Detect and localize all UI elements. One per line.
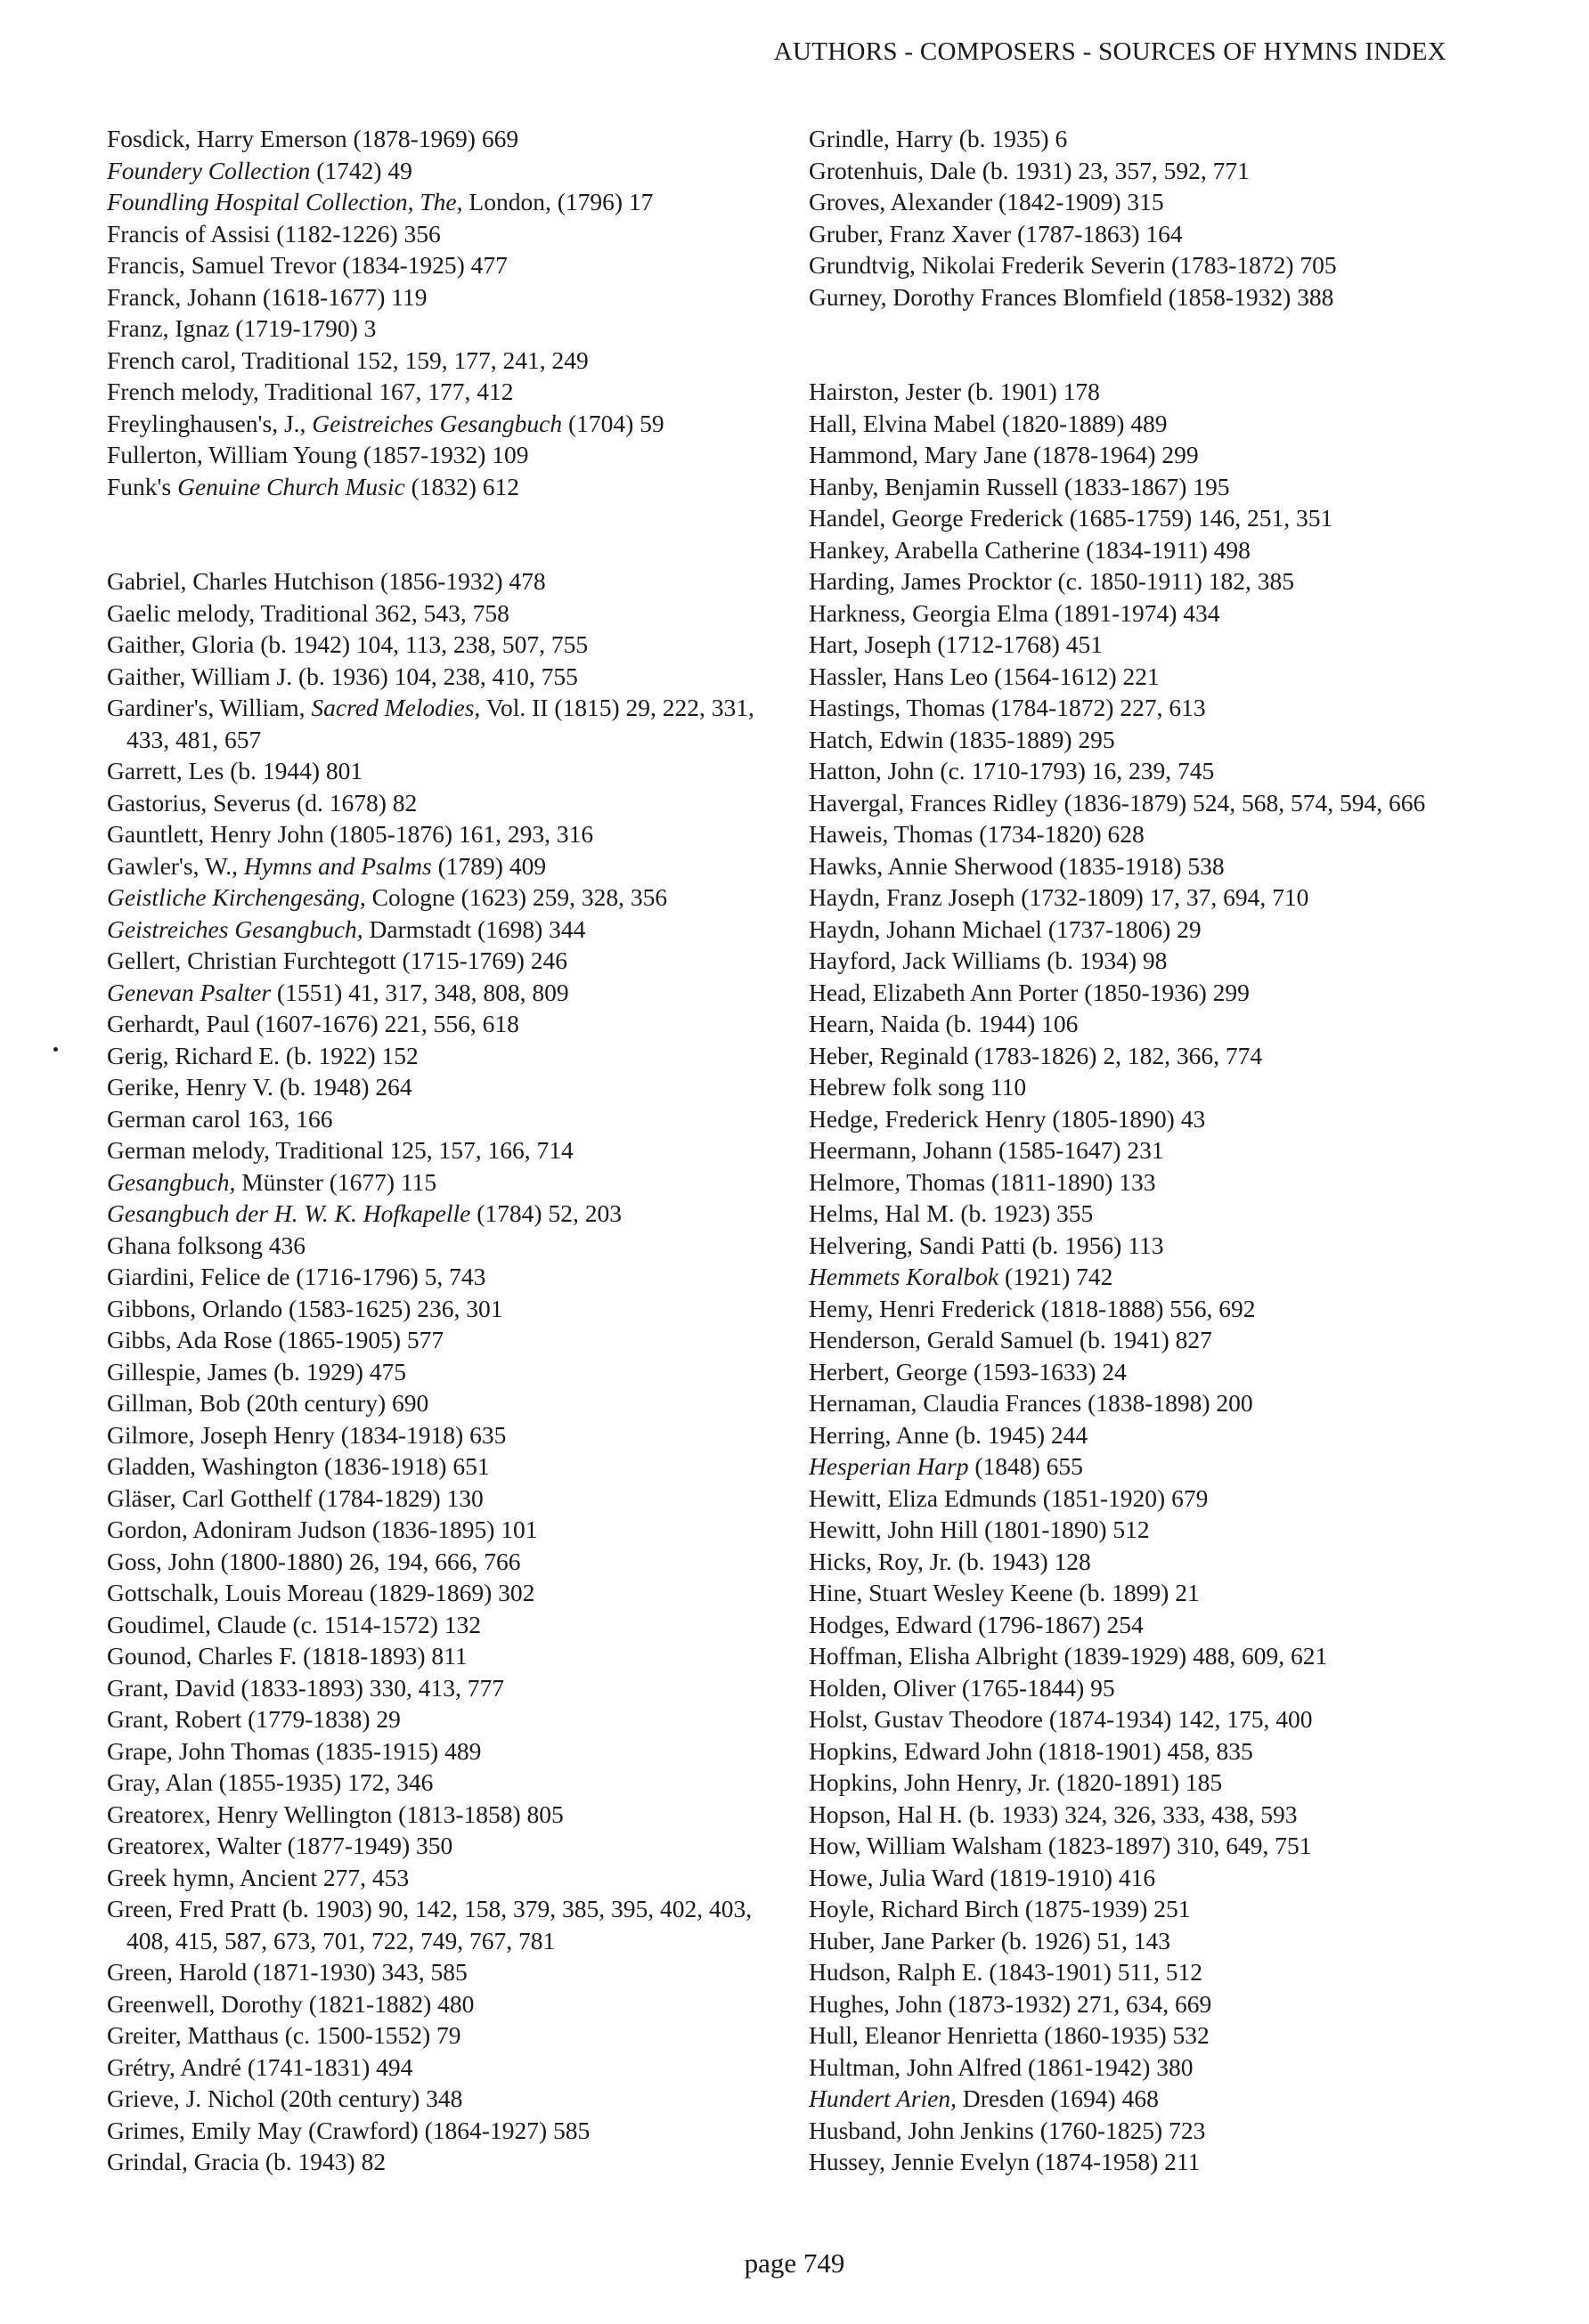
index-entry: Hankey, Arabella Catherine (1834-1911) 498: [809, 535, 1251, 564]
index-entry: Gurney, Dorothy Frances Blomfield (1858-1932) 388: [809, 282, 1334, 311]
index-entry: Hatton, John (c. 1710-1793) 16, 239, 745: [809, 757, 1215, 784]
running-header: AUTHORS - COMPOSERS - SOURCES OF HYMNS INDEX: [773, 37, 1446, 66]
letter-section-gap: [107, 502, 784, 565]
index-entry: Herbert, George (1593-1633) 24: [809, 1357, 1127, 1385]
index-entry: Gaelic melody, Traditional 362, 543, 758: [107, 598, 509, 627]
index-entry: Gastorius, Severus (d. 1678) 82: [107, 788, 418, 817]
index-entry: Hammond, Mary Jane (1878-1964) 299: [809, 441, 1199, 468]
index-entry: Hicks, Roy, Jr. (b. 1943) 128: [809, 1547, 1091, 1575]
index-entry: Harkness, Georgia Elma (1891-1974) 434: [809, 598, 1220, 627]
index-entry: Head, Elizabeth Ann Porter (1850-1936) 299: [809, 978, 1250, 1006]
index-entry: Gounod, Charles F. (1818-1893) 811: [107, 1642, 468, 1670]
index-entry: Gibbons, Orlando (1583-1625) 236, 301: [107, 1294, 503, 1322]
index-entry: Gilmore, Joseph Henry (1834-1918) 635: [107, 1420, 507, 1449]
index-entry: German carol 163, 166: [107, 1104, 333, 1133]
index-entry: Grimes, Emily May (Crawford) (1864-1927) 585: [107, 2116, 591, 2144]
index-entry: Hesperian Harp (1848) 655: [809, 1452, 1083, 1480]
index-entry: Hemy, Henri Frederick (1818-1888) 556, 692: [809, 1294, 1256, 1322]
index-entry: Handel, George Frederick (1685-1759) 146, 251, 351: [809, 504, 1333, 532]
index-entry: Gaither, William J. (b. 1936) 104, 238, 410, 755: [107, 662, 578, 690]
index-entry: Haweis, Thomas (1734-1820) 628: [809, 820, 1145, 848]
index-entry: Hopkins, Edward John (1818-1901) 458, 835: [809, 1736, 1253, 1765]
index-entry: Hopson, Hal H. (b. 1933) 324, 326, 333, 438, 593: [809, 1800, 1298, 1828]
index-entry: Gaither, Gloria (b. 1942) 104, 113, 238, 507, 755: [107, 630, 589, 658]
index-entry: Havergal, Frances Ridley (1836-1879) 524, 568, 574, 594, 666: [809, 788, 1426, 817]
index-entry: Huber, Jane Parker (b. 1926) 51, 143: [809, 1926, 1170, 1954]
index-entry: Howe, Julia Ward (1819-1910) 416: [809, 1863, 1156, 1891]
index-entry: Gesangbuch, Münster (1677) 115: [107, 1167, 437, 1196]
index-entry: Grieve, J. Nichol (20th century) 348: [107, 2084, 463, 2112]
index-entry: Hawks, Annie Sherwood (1835-1918) 538: [809, 851, 1225, 880]
index-entry: Gillespie, James (b. 1929) 475: [107, 1357, 407, 1385]
index-entry: Grétry, André (1741-1831) 494: [107, 2052, 413, 2081]
index-entry: Genevan Psalter (1551) 41, 317, 348, 808, 809: [107, 978, 569, 1006]
index-entry: Grant, Robert (1779-1838) 29: [107, 1705, 401, 1733]
index-entry: Hairston, Jester (b. 1901) 178: [809, 378, 1100, 405]
index-entry: Franz, Ignaz (1719-1790) 3: [107, 314, 377, 342]
index-entry: Heber, Reginald (1783-1826) 2, 182, 366, 774: [809, 1041, 1263, 1069]
index-entry: Gerhardt, Paul (1607-1676) 221, 556, 618: [107, 1010, 519, 1037]
index-entry: Francis of Assisi (1182-1226) 356: [107, 219, 441, 248]
index-entry: Green, Harold (1871-1930) 343, 585: [107, 1958, 468, 1986]
index-entry: Gläser, Carl Gotthelf (1784-1829) 130: [107, 1483, 484, 1512]
index-entry: Geistreiches Gesangbuch, Darmstadt (1698) 344: [107, 914, 586, 943]
index-entry: Gillman, Bob (20th century) 690: [107, 1389, 429, 1417]
index-entry: Greatorex, Walter (1877-1949) 350: [107, 1832, 453, 1859]
index-entry: Haydn, Johann Michael (1737-1806) 29: [809, 914, 1202, 943]
index-entry: Gruber, Franz Xaver (1787-1863) 164: [809, 219, 1183, 248]
index-entry: Foundery Collection (1742) 49: [107, 156, 412, 184]
index-entry: Henderson, Gerald Samuel (b. 1941) 827: [809, 1326, 1212, 1353]
index-entry: Foundling Hospital Collection, The, London, (1796) 17: [107, 188, 654, 215]
index-entry: Gottschalk, Louis Moreau (1829-1869) 302: [107, 1579, 535, 1606]
index-entry: Hatch, Edwin (1835-1889) 295: [809, 725, 1115, 753]
index-column-left: [107, 123, 784, 2178]
page-number: page 749: [744, 2247, 845, 2279]
index-entry: Harding, James Procktor (c. 1850-1911) 182, 385: [809, 567, 1295, 595]
index-entry: Greiter, Matthaus (c. 1500-1552) 79: [107, 2021, 461, 2049]
index-entry: Grindal, Gracia (b. 1943) 82: [107, 2148, 387, 2175]
index-entry: French carol, Traditional 152, 159, 177, 241, 249: [107, 345, 589, 374]
index-entry: Hebrew folk song 110: [809, 1073, 1027, 1101]
index-entry: Fosdick, Harry Emerson (1878-1969) 669: [107, 125, 519, 152]
index-entry: Hussey, Jennie Evelyn (1874-1958) 211: [809, 2148, 1201, 2175]
index-entry: Geistliche Kirchengesäng, Cologne (1623) 259, 328, 356: [107, 883, 668, 911]
index-entry: Hart, Joseph (1712-1768) 451: [809, 630, 1103, 658]
index-entry: Hopkins, John Henry, Jr. (1820-1891) 185: [809, 1768, 1223, 1796]
index-entry: Gibbs, Ada Rose (1865-1905) 577: [107, 1326, 444, 1353]
index-entry: Gellert, Christian Furchtegott (1715-1769) 246: [107, 947, 568, 974]
index-entry: Hearn, Naida (b. 1944) 106: [809, 1010, 1079, 1037]
index-entry: Hudson, Ralph E. (1843-1901) 511, 512: [809, 1958, 1203, 1986]
index-entry: Greek hymn, Ancient 277, 453: [107, 1863, 410, 1891]
index-entry: Greenwell, Dorothy (1821-1882) 480: [107, 1989, 475, 2018]
index-entry: Grundtvig, Nikolai Frederik Severin (1783-1872) 705: [809, 251, 1337, 279]
index-entry: Grape, John Thomas (1835-1915) 489: [107, 1736, 482, 1765]
index-entry: Giardini, Felice de (1716-1796) 5, 743: [107, 1263, 486, 1290]
index-entry: Herring, Anne (b. 1945) 244: [809, 1420, 1088, 1449]
index-entry: Grant, David (1833-1893) 330, 413, 777: [107, 1673, 505, 1702]
margin-mark: [53, 1047, 58, 1052]
index-entry: Hine, Stuart Wesley Keene (b. 1899) 21: [809, 1579, 1200, 1606]
index-entry: Hughes, John (1873-1932) 271, 634, 669: [809, 1989, 1212, 2018]
index-entry: Gauntlett, Henry John (1805-1876) 161, 293, 316: [107, 820, 594, 848]
index-entry: Fullerton, William Young (1857-1932) 109: [107, 441, 529, 468]
index-entry: Gardiner's, William, Sacred Melodies, Vol. II (1815) 29, 222, 331, 433, 481, 657: [107, 694, 754, 753]
index-entry: Gladden, Washington (1836-1918) 651: [107, 1452, 490, 1480]
index-entry: Hedge, Frederick Henry (1805-1890) 43: [809, 1104, 1206, 1133]
index-entry: Heermann, Johann (1585-1647) 231: [809, 1136, 1164, 1164]
index-entry: How, William Walsham (1823-1897) 310, 649, 751: [809, 1832, 1312, 1859]
index-entry: Hanby, Benjamin Russell (1833-1867) 195: [809, 472, 1230, 500]
index-entry: Hewitt, Eliza Edmunds (1851-1920) 679: [809, 1483, 1209, 1512]
index-entry: Hull, Eleanor Henrietta (1860-1935) 532: [809, 2021, 1210, 2049]
index-entry: Hall, Elvina Mabel (1820-1889) 489: [809, 409, 1168, 437]
index-entry: Gordon, Adoniram Judson (1836-1895) 101: [107, 1515, 538, 1543]
index-entry: Grotenhuis, Dale (b. 1931) 23, 357, 592, 771: [809, 156, 1250, 184]
index-entry: Hodges, Edward (1796-1867) 254: [809, 1610, 1144, 1638]
index-entry: French melody, Traditional 167, 177, 412: [107, 378, 514, 405]
index-entry: Gawler's, W., Hymns and Psalms (1789) 409: [107, 851, 547, 880]
index-entry: Husband, John Jenkins (1760-1825) 723: [809, 2116, 1206, 2144]
index-entry: Helvering, Sandi Patti (b. 1956) 113: [809, 1231, 1164, 1259]
index-entry: Hultman, John Alfred (1861-1942) 380: [809, 2052, 1194, 2081]
index-column-right: [809, 123, 1468, 2178]
index-entry: Hernaman, Claudia Frances (1838-1898) 200: [809, 1389, 1253, 1417]
index-entry: Hoffman, Elisha Albright (1839-1929) 488, 609, 621: [809, 1642, 1328, 1670]
letter-section-gap: [809, 313, 1468, 376]
index-entry: Goudimel, Claude (c. 1514-1572) 132: [107, 1610, 482, 1638]
index-entry: Holst, Gustav Theodore (1874-1934) 142, 175, 400: [809, 1705, 1313, 1733]
index-entry: Goss, John (1800-1880) 26, 194, 666, 766: [107, 1547, 521, 1575]
index-entry: Franck, Johann (1618-1677) 119: [107, 282, 428, 311]
index-entry: Funk's Genuine Church Music (1832) 612: [107, 472, 520, 500]
index-entry: Garrett, Les (b. 1944) 801: [107, 757, 363, 784]
index-entry: Grindle, Harry (b. 1935) 6: [809, 125, 1068, 152]
index-entry: Freylinghausen's, J., Geistreiches Gesangbuch (1704) 59: [107, 409, 664, 437]
index-entry: Haydn, Franz Joseph (1732-1809) 17, 37, 694, 710: [809, 883, 1309, 911]
index-entry: Gabriel, Charles Hutchison (1856-1932) 478: [107, 567, 546, 595]
index-entry: Hastings, Thomas (1784-1872) 227, 613: [809, 694, 1206, 721]
index-entry: Hewitt, John Hill (1801-1890) 512: [809, 1515, 1150, 1543]
index-entry: Greatorex, Henry Wellington (1813-1858) 805: [107, 1800, 564, 1828]
index-entry: Gerig, Richard E. (b. 1922) 152: [107, 1041, 419, 1069]
index-entry: German melody, Traditional 125, 157, 166, 714: [107, 1136, 574, 1164]
index-entry: Hoyle, Richard Birch (1875-1939) 251: [809, 1895, 1191, 1922]
index-entry: Groves, Alexander (1842-1909) 315: [809, 188, 1164, 215]
index-entry: Gesangbuch der H. W. K. Hofkapelle (1784) 52, 203: [107, 1199, 622, 1227]
index-entry: Gerike, Henry V. (b. 1948) 264: [107, 1073, 412, 1101]
index-entry: Ghana folksong 436: [107, 1231, 306, 1259]
index-entry: Hassler, Hans Leo (1564-1612) 221: [809, 662, 1160, 690]
index-entry: Green, Fred Pratt (b. 1903) 90, 142, 158, 379, 385, 395, 402, 403, 408, 415, 587, 673, 701, 722, 749, 767, 781: [107, 1895, 753, 1954]
index-entry: Francis, Samuel Trevor (1834-1925) 477: [107, 251, 508, 279]
index-entry: Hundert Arien, Dresden (1694) 468: [809, 2084, 1159, 2112]
index-entry: Gray, Alan (1855-1935) 172, 346: [107, 1768, 434, 1796]
index-entry: Helms, Hal M. (b. 1923) 355: [809, 1199, 1094, 1227]
index-entry: Hemmets Koralbok (1921) 742: [809, 1263, 1113, 1290]
index-entry: Hayford, Jack Williams (b. 1934) 98: [809, 947, 1168, 974]
index-entry: Holden, Oliver (1765-1844) 95: [809, 1673, 1115, 1702]
index-entry: Helmore, Thomas (1811-1890) 133: [809, 1167, 1156, 1196]
